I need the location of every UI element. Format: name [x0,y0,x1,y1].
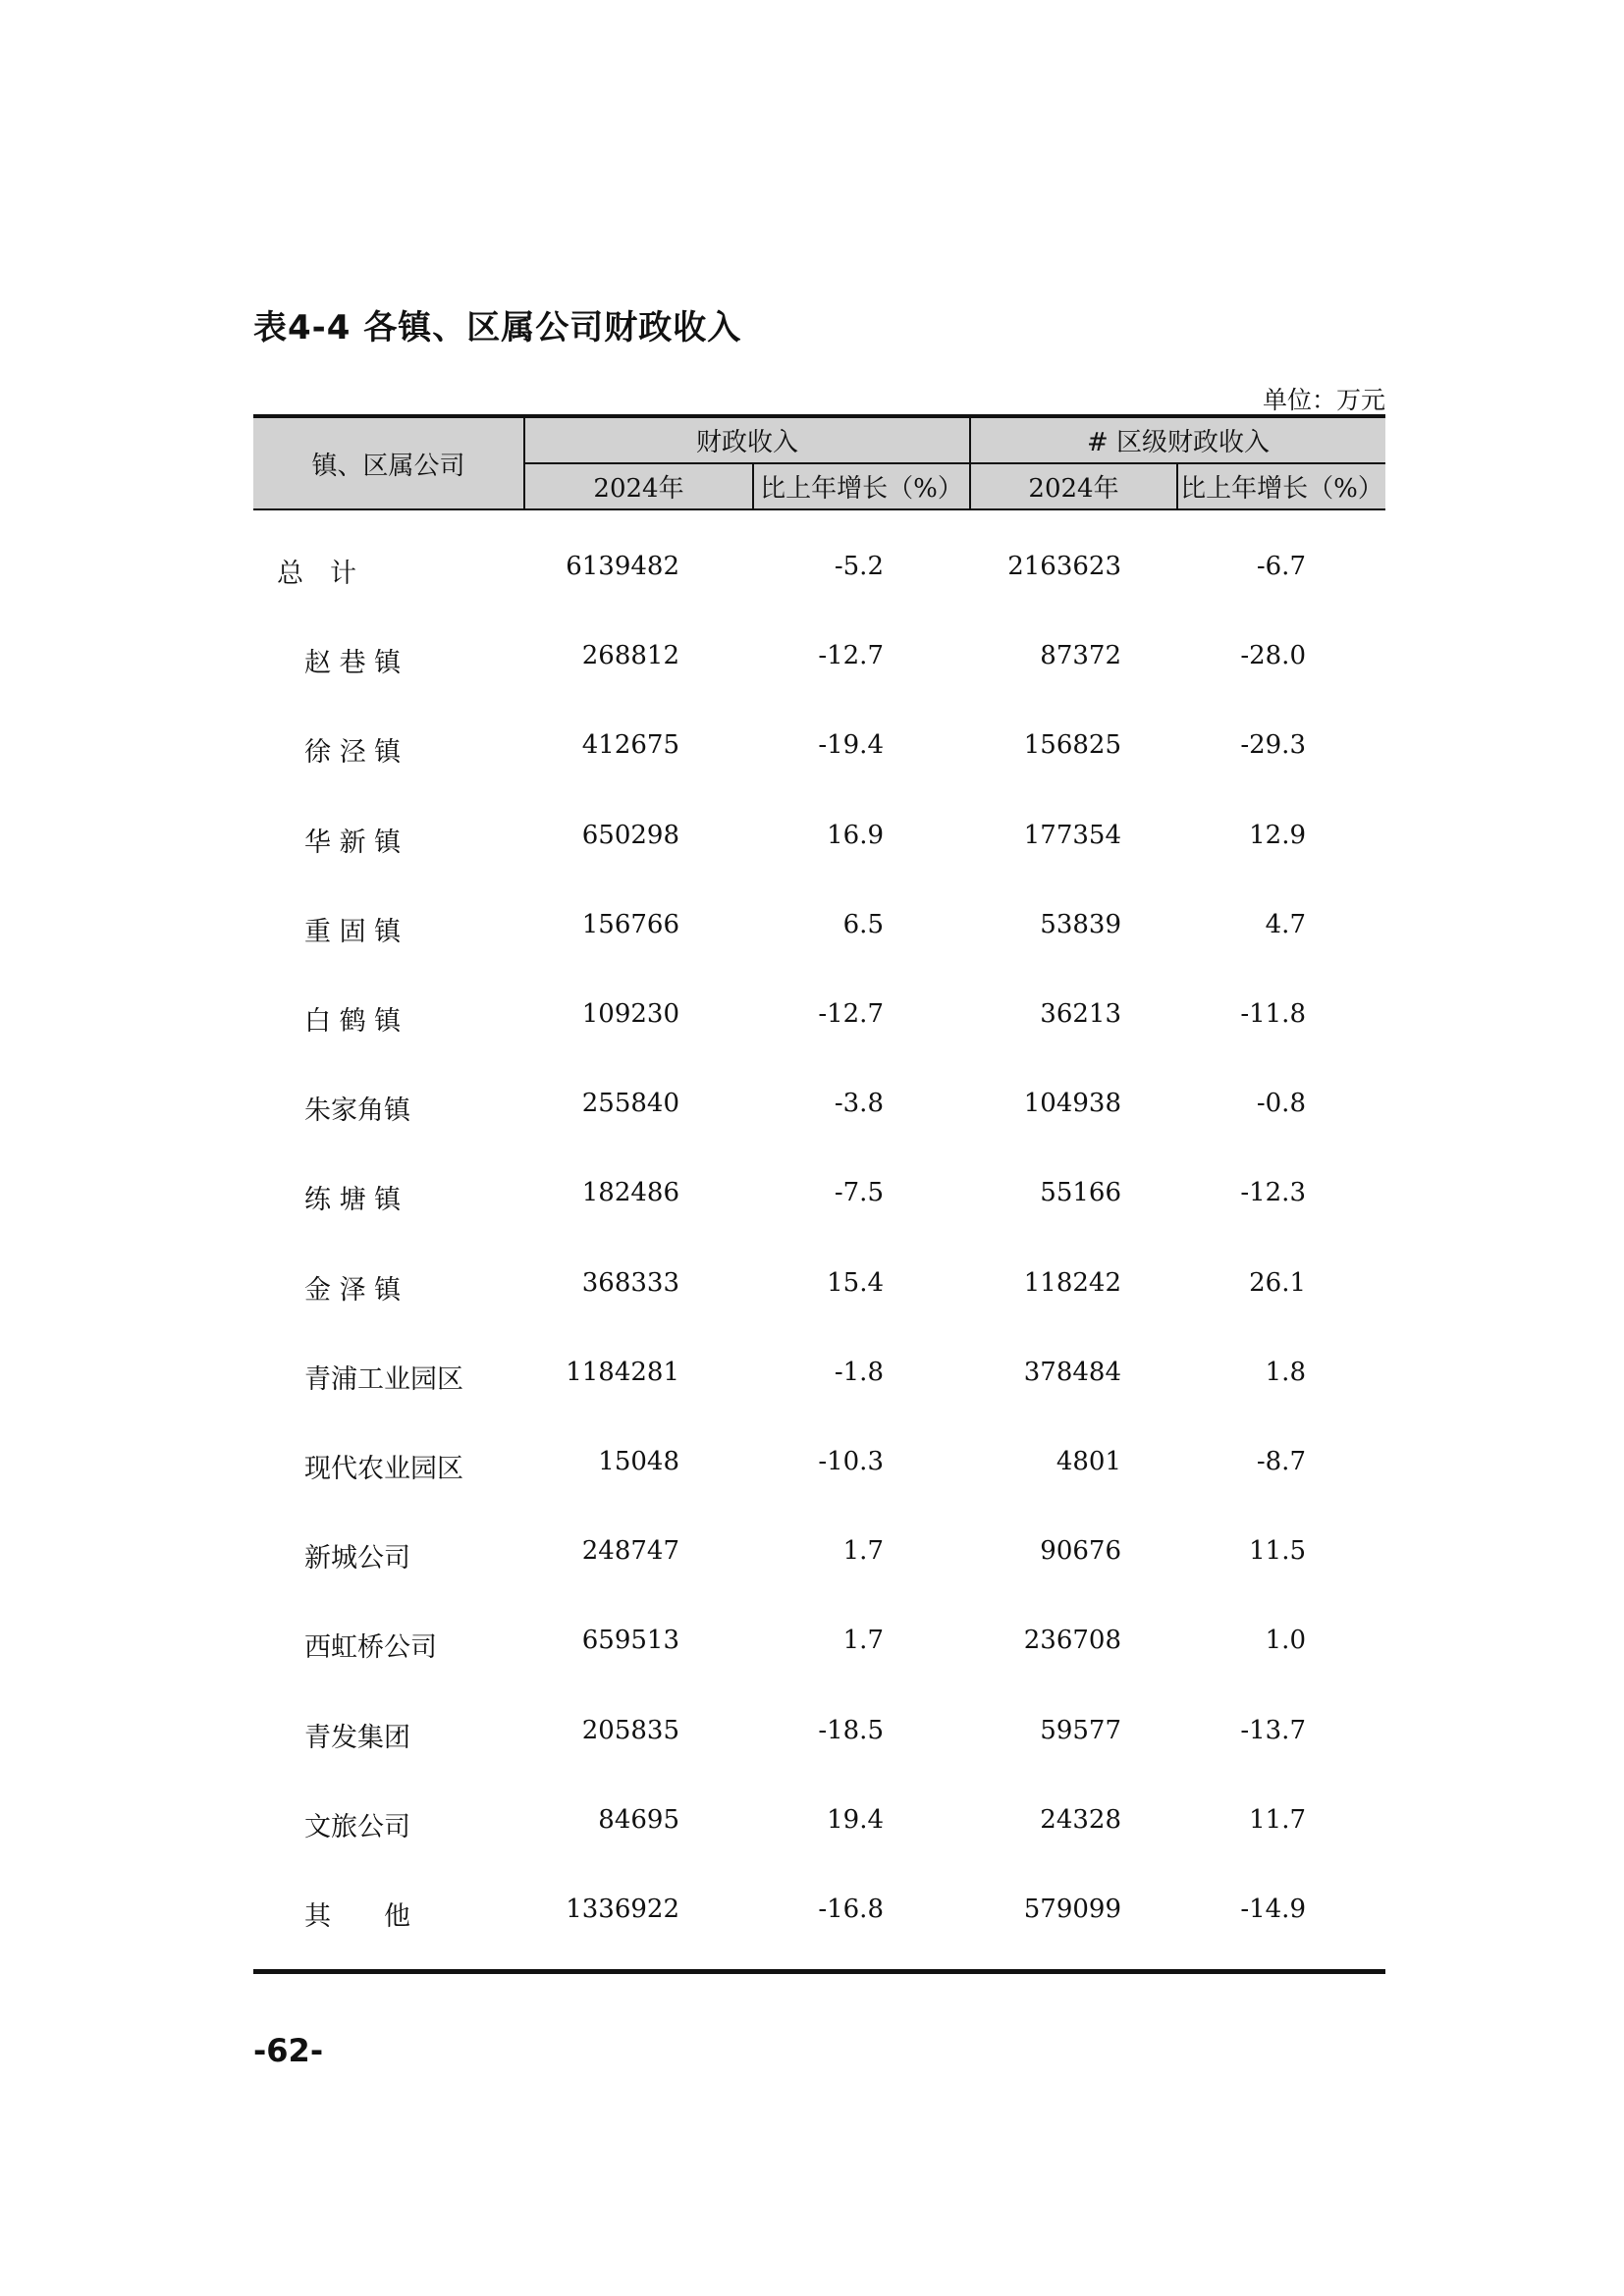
cell-district-growth: -13.7 [1240,1716,1306,1745]
cell-district: 104938 [1023,1089,1121,1118]
cell-revenue-growth: -18.5 [818,1716,884,1745]
row-name: 青发集团 [304,1723,410,1753]
cell-revenue: 255840 [581,1089,679,1118]
cell-revenue-growth: -7.5 [834,1178,884,1207]
page-title: 表4-4 各镇、区属公司财政收入 [253,308,742,347]
row-name: 白 鹤 镇 [304,1006,402,1037]
header-group-revenue: 财政收入 [695,428,798,457]
cell-district: 55166 [1040,1178,1121,1207]
cell-revenue-growth: -12.7 [818,999,884,1029]
cell-district: 87372 [1040,641,1121,670]
row-name: 西虹桥公司 [304,1632,437,1663]
cell-district: 59577 [1040,1716,1121,1745]
cell-revenue-growth: -16.8 [818,1895,884,1924]
row-name: 新城公司 [304,1543,410,1574]
cell-district-growth: -12.3 [1240,1178,1306,1207]
cell-revenue-growth: 1.7 [842,1626,884,1655]
cell-revenue-growth: -5.2 [834,552,884,581]
row-name: 青浦工业园区 [304,1364,463,1395]
cell-revenue: 109230 [581,999,679,1029]
row-name: 朱家角镇 [304,1095,410,1126]
cell-revenue: 205835 [581,1716,679,1745]
cell-district: 156825 [1023,730,1121,760]
cell-district: 236708 [1023,1626,1121,1655]
header-col-name: 镇、区属公司 [311,451,465,481]
cell-revenue: 248747 [581,1536,679,1566]
cell-revenue-growth: -12.7 [818,641,884,670]
cell-district-growth: 26.1 [1249,1268,1306,1298]
row-name: 金 泽 镇 [304,1275,402,1306]
header-district-growth: 比上年增长（%） [1180,474,1383,504]
cell-district-growth: -14.9 [1240,1895,1306,1924]
cell-district-growth: 1.0 [1265,1626,1306,1655]
cell-district-growth: -8.7 [1256,1447,1306,1476]
table-header-bottom-rule [253,508,1385,510]
table-bottom-rule [253,1969,1385,1974]
cell-district-growth: -29.3 [1240,730,1306,760]
cell-district: 118242 [1023,1268,1121,1298]
cell-district-growth: -0.8 [1256,1089,1306,1118]
cell-revenue: 84695 [598,1805,679,1835]
cell-district: 2163623 [1007,552,1121,581]
cell-revenue-growth: -3.8 [834,1089,884,1118]
cell-district-growth: 1.8 [1265,1358,1306,1387]
header-revenue-growth: 比上年增长（%） [760,474,963,504]
cell-revenue-growth: 19.4 [827,1805,884,1835]
cell-revenue: 412675 [581,730,679,760]
cell-revenue-growth: 16.9 [827,821,884,850]
cell-revenue: 15048 [598,1447,679,1476]
header-group-district: # 区级财政收入 [1086,428,1271,457]
cell-revenue-growth: -19.4 [818,730,884,760]
cell-revenue: 650298 [581,821,679,850]
row-name: 徐 泾 镇 [304,737,402,768]
cell-district-growth: 12.9 [1249,821,1306,850]
header-district-year: 2024年 [1028,474,1119,504]
cell-revenue: 268812 [581,641,679,670]
row-name: 总 计 [277,559,356,589]
cell-district-growth: 11.7 [1249,1805,1306,1835]
cell-district: 579099 [1023,1895,1121,1924]
row-name: 重 固 镇 [304,917,402,947]
cell-revenue: 182486 [581,1178,679,1207]
header-revenue-year: 2024年 [593,474,684,504]
cell-district: 90676 [1040,1536,1121,1566]
cell-revenue: 368333 [581,1268,679,1298]
row-name: 现代农业园区 [304,1454,463,1484]
cell-revenue: 156766 [581,910,679,939]
cell-district: 177354 [1023,821,1121,850]
cell-revenue-growth: 1.7 [842,1536,884,1566]
row-name: 赵 巷 镇 [304,648,402,678]
cell-district: 36213 [1040,999,1121,1029]
cell-district-growth: 11.5 [1249,1536,1306,1566]
cell-revenue: 1336922 [566,1895,679,1924]
cell-revenue-growth: 6.5 [842,910,884,939]
cell-revenue: 6139482 [566,552,679,581]
cell-district-growth: 4.7 [1265,910,1306,939]
cell-district-growth: -6.7 [1256,552,1306,581]
cell-district: 24328 [1040,1805,1121,1835]
cell-revenue-growth: 15.4 [827,1268,884,1298]
cell-revenue-growth: -1.8 [834,1358,884,1387]
row-name: 其 他 [304,1901,410,1932]
cell-district: 378484 [1023,1358,1121,1387]
row-name: 文旅公司 [304,1812,410,1842]
cell-revenue-growth: -10.3 [818,1447,884,1476]
cell-district-growth: -11.8 [1240,999,1306,1029]
cell-revenue: 1184281 [566,1358,679,1387]
unit-label: 单位：万元 [1262,386,1385,414]
page-number: -62- [253,2032,324,2069]
cell-district: 4801 [1056,1447,1121,1476]
row-name: 华 新 镇 [304,828,402,858]
cell-revenue: 659513 [581,1626,679,1655]
cell-district: 53839 [1040,910,1121,939]
row-name: 练 塘 镇 [304,1185,402,1215]
cell-district-growth: -28.0 [1240,641,1306,670]
